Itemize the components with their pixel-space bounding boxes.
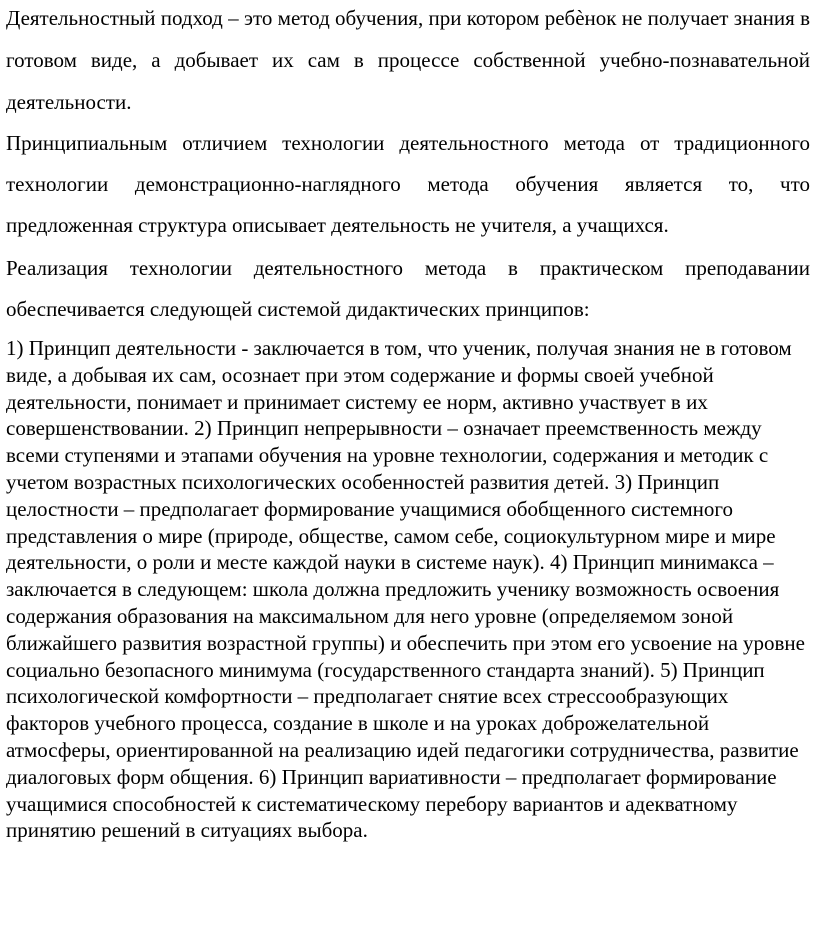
paragraph-definition: Деятельностный подход – это метод обучения, при котором ребѐнок не получает знания в готовом виде, а добывает их сам в процессе собственной учебно-познавательной деятельности.: [6, 6, 810, 114]
paragraph-principles-list: 1) Принцип деятельности - заключается в том, что ученик, получая знания не в готовом виде, а добывая их сам, осознает при этом содержание и формы своей учебной деятельности, понимает и принимает систему ее норм, активно участвует в их совершенствовании. 2) Принцип непрерывности – означает преемственность между всеми ступенями и этапами обучения на уровне технологии, содержания и методик с учетом возрастных психологических особенностей развития детей. 3) Принцип целостности – предполагает формирование учащимися обобщенного системного представления о мире (природе, обществе, самом себе, социокультурном мире и мире деятельности, о роли и месте каждой науки в системе наук). 4) Принцип минимакса – заключается в следующем: школа должна предложить ученику возможность освоения содержания образования на максимальном для него уровне (определяемом зоной ближайшего развития возрастной группы) и обеспечить при этом его усвоение на уровне социально безопасного минимума (государственного стандарта знаний). 5) Принцип психологической комфортности – предполагает снятие всех стрессообразующих факторов учебного процесса, создание в школе и на уроках доброжелательной атмосферы, ориентированной на реализацию идей педагогики сотрудничества, развитие диалоговых форм общения. 6) Принцип вариативности – предполагает формирование учащимися способностей к систематическому перебору вариантов и адекватному принятию решений в ситуациях выбора.: [6, 336, 805, 843]
paragraph-difference: Принципиальным отличием технологии деятельностного метода от традиционного технологии демонстрационно-наглядного метода обучения является то, что предложенная структура описывает деятельность не учителя, а учащихся.: [6, 131, 810, 237]
paragraph-implementation: Реализация технологии деятельностного метода в практическом преподавании обеспечивается следующей системой дидактических принципов:: [6, 256, 810, 321]
document-page: [6, 0, 810, 844]
